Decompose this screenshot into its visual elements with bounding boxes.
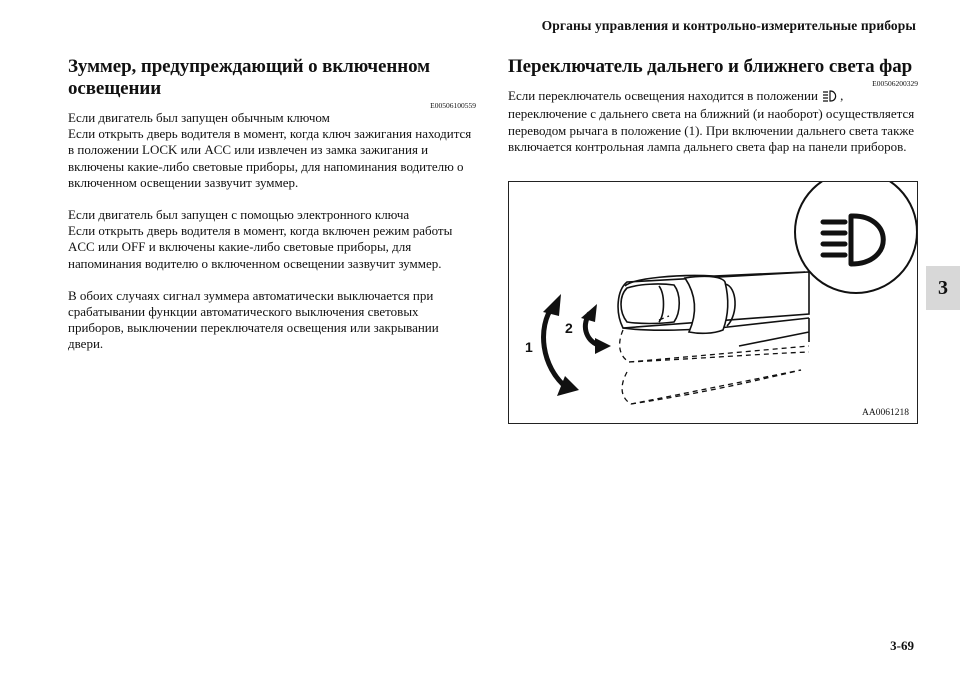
buzzer-section — [68, 56, 476, 369]
lever-body — [618, 272, 809, 346]
beam-switch-section-code: E00506200329 — [872, 79, 918, 88]
beam-switch-text-end: , переключение с дальнего света на ближний (и наоборот) осуществляется переводом рычага в положение (1). При включении дальнего света также включается контрольная лампа дальнего света фар на панели приборов. — [508, 88, 915, 155]
page-header-title: Органы управления и контрольно-измерительные приборы — [541, 18, 916, 33]
buzzer-section-title: Зуммер, предупреждающий о включенном освещении — [68, 56, 430, 99]
low-beam-headlight-icon — [822, 90, 839, 106]
beam-switch-text-start: Если переключатель освещения находится в положении — [508, 88, 822, 103]
buzzer-paragraph-1: Если двигатель был запущен обычным ключом Если открыть дверь водителя в момент, когда ключ зажигания находится в положении LOCK или ACC или извлечен из замка зажигания и включены какие-либо световые приборы, для напоминания водителю о включенном освещении зазвучит зуммер. — [68, 110, 472, 190]
buzzer-section-code: E00506100559 — [430, 101, 476, 110]
low-beam-indicator-circle — [795, 182, 917, 293]
arrow-position-1 — [543, 294, 579, 396]
figure-code: AA0061218 — [862, 408, 909, 418]
beam-switch-section — [508, 56, 918, 156]
beam-switch-section-title: Переключатель дальнего и ближнего света фар — [508, 56, 913, 77]
buzzer-paragraph-3: В обоих случаях сигнал зуммера автоматически выключается при срабатывании функции автоматического выключения световых приборов, выключении переключателя освещения или закрывании двери. — [68, 287, 439, 352]
beam-lever-illustration — [509, 182, 917, 423]
label-position-1: 1 — [525, 339, 533, 355]
beam-lever-figure — [508, 181, 918, 424]
arrow-position-2 — [581, 304, 611, 354]
label-position-2: 2 — [565, 320, 573, 336]
buzzer-paragraph-2: Если двигатель был запущен с помощью электронного ключа Если открыть дверь водителя в момент, когда включен режим работы ACC или OFF и включены какие-либо световые приборы, для напоминания водителю о включенном освещении зазвучит зуммер. — [68, 207, 453, 271]
chapter-tab: 3 — [926, 266, 960, 310]
page-number: 3-69 — [890, 638, 914, 653]
beam-switch-paragraph — [508, 88, 918, 156]
